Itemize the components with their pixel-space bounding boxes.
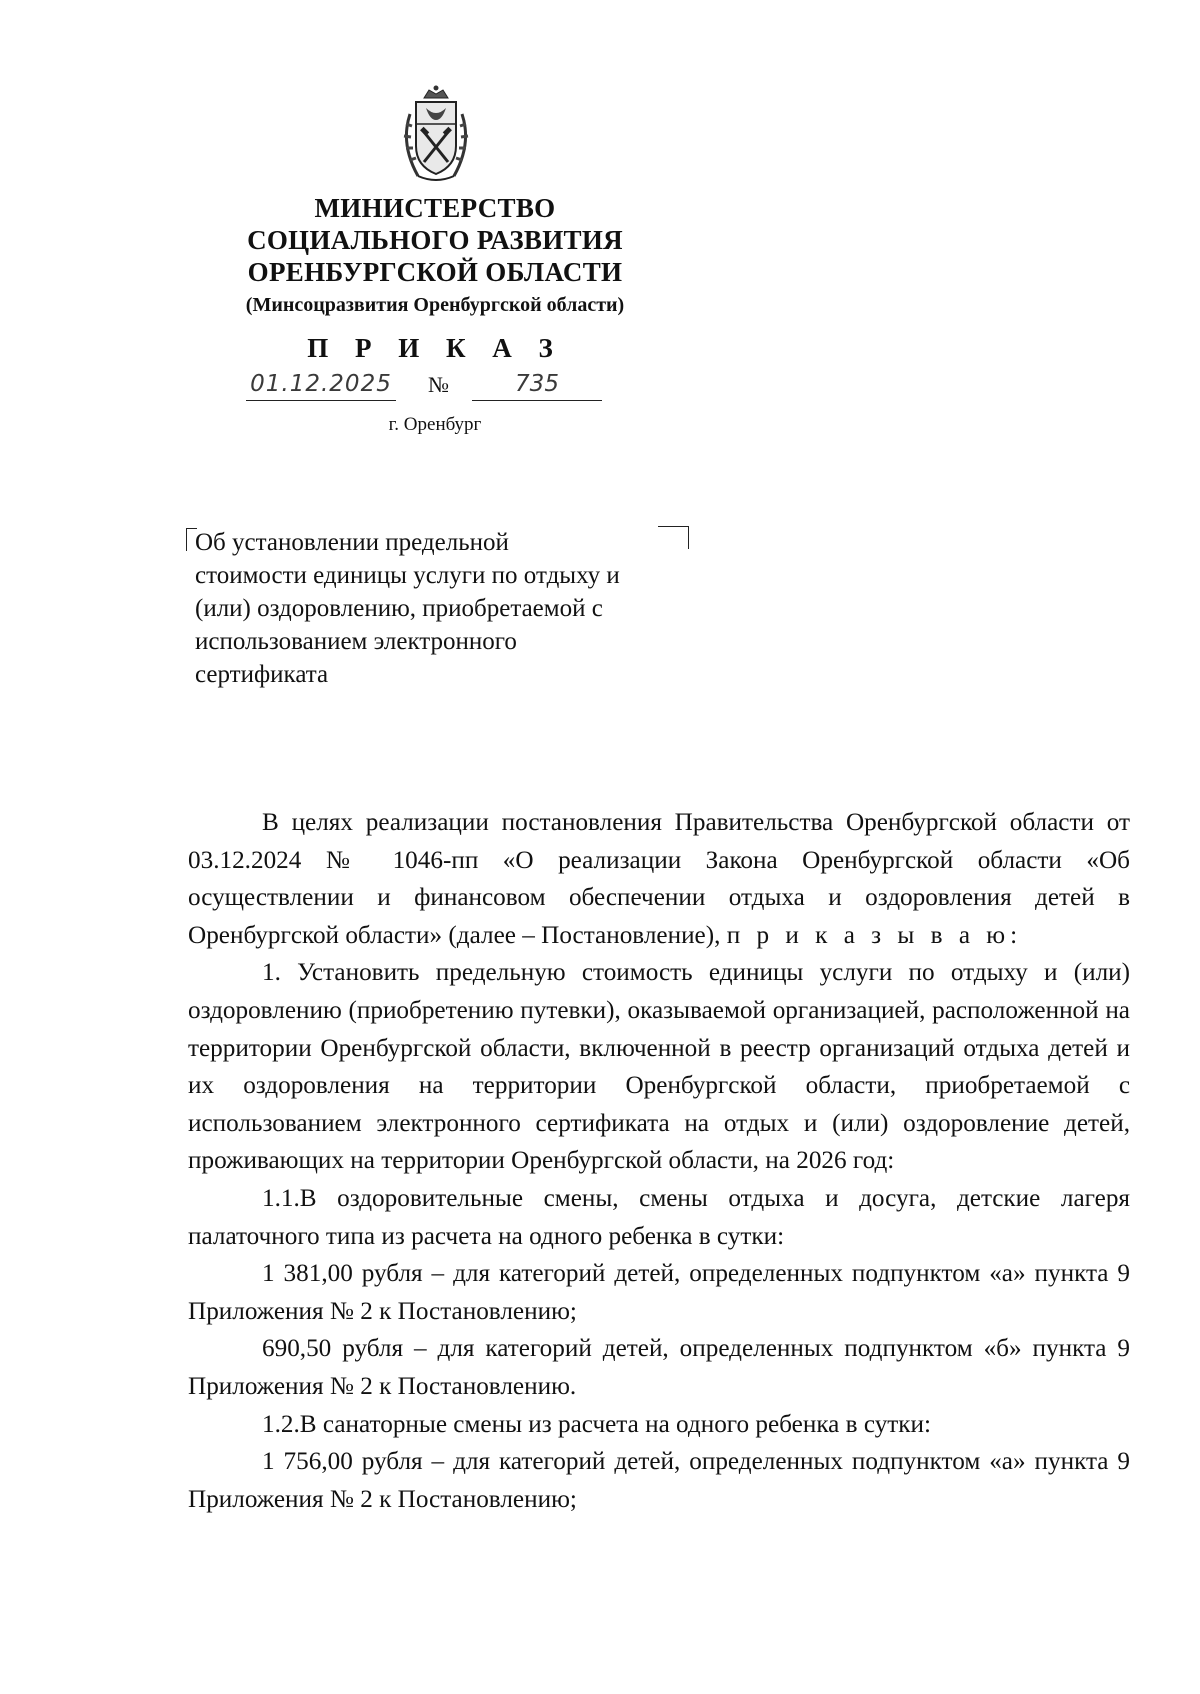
clause-1: 1. Установить предельную стоимость единицы услуги по отдыху и (или) оздоровлению (приобретению путевки), оказываемой организацией, расположенной на территории Оренбургской области, включенной в реестр организаций отдыха детей и их оздоровления на территории Оренбургской области, приобретаемой с использованием электронного сертификата на отдых и (или) оздоровление детей, проживающих на территории Оренбургской области, на 2026 год: bbox=[188, 959, 1130, 1175]
clause-1-1-a: 1 381,00 рубля – для категорий детей, определенных подпунктом «а» пункта 9 Приложения № 2 к Постановлению; bbox=[188, 1260, 1130, 1325]
subject-line: сертификата bbox=[195, 661, 329, 688]
ministry-name-line-3: ОРЕНБУРГСКОЙ ОБЛАСТИ bbox=[247, 257, 623, 287]
order-subject bbox=[195, 526, 695, 691]
coat-of-arms-icon bbox=[396, 84, 476, 184]
handwritten-date: 01.12.2025 bbox=[246, 368, 396, 401]
intro-paragraph bbox=[188, 804, 1130, 954]
date-number-line bbox=[240, 368, 640, 404]
number-sign: № bbox=[428, 372, 449, 397]
document-type-title: П Р И К А З bbox=[307, 333, 563, 363]
clause-1-1: 1.1.В оздоровительные смены, смены отдыха и досуга, детские лагеря палаточного типа из расчета на одного ребенка в сутки: bbox=[188, 1184, 1130, 1250]
ministry-name-line-1: МИНИСТЕРСТВО bbox=[314, 193, 556, 223]
clause-1-1-b: 690,50 рубля – для категорий детей, определенных подпунктом «б» пункта 9 Приложения № 2 к Постановлению. bbox=[188, 1335, 1130, 1400]
subject-line: Об установлении предельной bbox=[195, 529, 509, 556]
intro-text: В целях реализации постановления Правительства Оренбургской области от 03.12.2024 № 1046-пп «О реализации Закона Оренбургской области «Об осуществлении и финансовом обеспечении отдыха и оздоровления детей в Оренбургской области» (далее – Постановление), bbox=[188, 809, 1130, 949]
city-label: г. Оренбург bbox=[388, 414, 482, 435]
handwritten-number: 735 bbox=[472, 368, 602, 401]
ministry-short-name: (Минсоцразвития Оренбургской области) bbox=[245, 294, 625, 316]
ministry-name-line-2: СОЦИАЛЬНОГО РАЗВИТИЯ bbox=[247, 225, 623, 255]
order-body bbox=[188, 804, 1130, 1518]
clause-1-2-a: 1 756,00 рубля – для категорий детей, определенных подпунктом «а» пункта 9 Приложения № 2 к Постановлению; bbox=[188, 1448, 1130, 1513]
subject-line: стоимости единицы услуги по отдыху и bbox=[195, 562, 620, 589]
subject-line: использованием электронного bbox=[195, 628, 517, 655]
order-verb: п р и к а з ы в а ю: bbox=[726, 921, 1023, 949]
subject-line: (или) оздоровлению, приобретаемой с bbox=[195, 595, 603, 622]
clause-1-2: 1.2.В санаторные смены из расчета на одного ребенка в сутки: bbox=[262, 1410, 932, 1438]
